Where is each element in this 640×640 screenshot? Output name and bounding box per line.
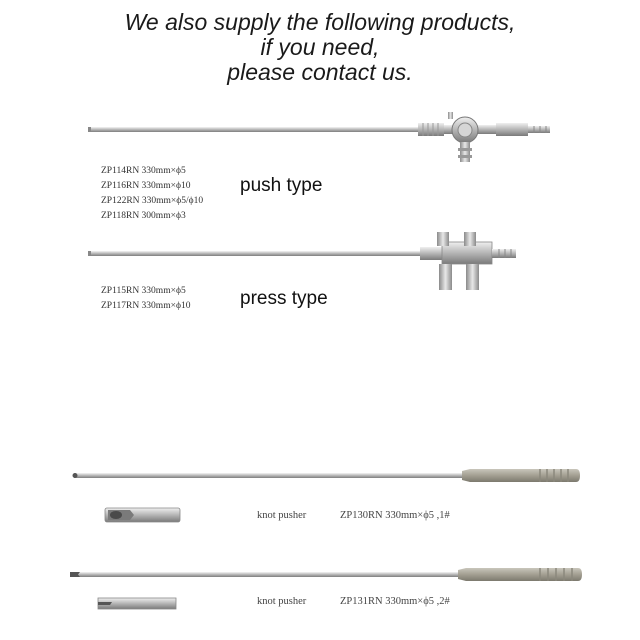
knot-pusher-1-image [0,462,640,492]
press-model-2: ZP117RN 330mm×ϕ10 [101,301,191,311]
knot-pusher-1-name: knot pusher [257,510,307,521]
knot-pusher-2-model: ZP131RN 330mm×ϕ5 ,2# [340,596,450,607]
press-type-label: press type [240,288,328,309]
press-model-1: ZP115RN 330mm×ϕ5 [101,286,186,296]
header-line-1: We also supply the following products, [124,9,516,35]
push-type-instrument-image [0,110,640,170]
knot-pusher-2-tip-detail [94,594,184,614]
push-model-3: ZP122RN 330mm×ϕ5/ϕ10 [101,196,204,206]
knot-pusher-2-image [0,561,640,591]
knot-pusher-1-model: ZP130RN 330mm×ϕ5 ,1# [340,510,450,521]
push-model-1: ZP114RN 330mm×ϕ5 [101,166,186,176]
header-text [0,10,640,85]
push-model-list [101,164,203,224]
knot-pusher-1-tip-detail [100,504,190,528]
knot-pusher-2-name: knot pusher [257,596,307,607]
push-model-2: ZP116RN 330mm×ϕ10 [101,181,191,191]
press-model-list [101,284,190,314]
push-type-label: push type [240,175,323,196]
header-line-2: if you need, [260,34,380,60]
header-line-3: please contact us. [227,59,413,85]
push-model-4: ZP118RN 300mm×ϕ3 [101,211,186,221]
